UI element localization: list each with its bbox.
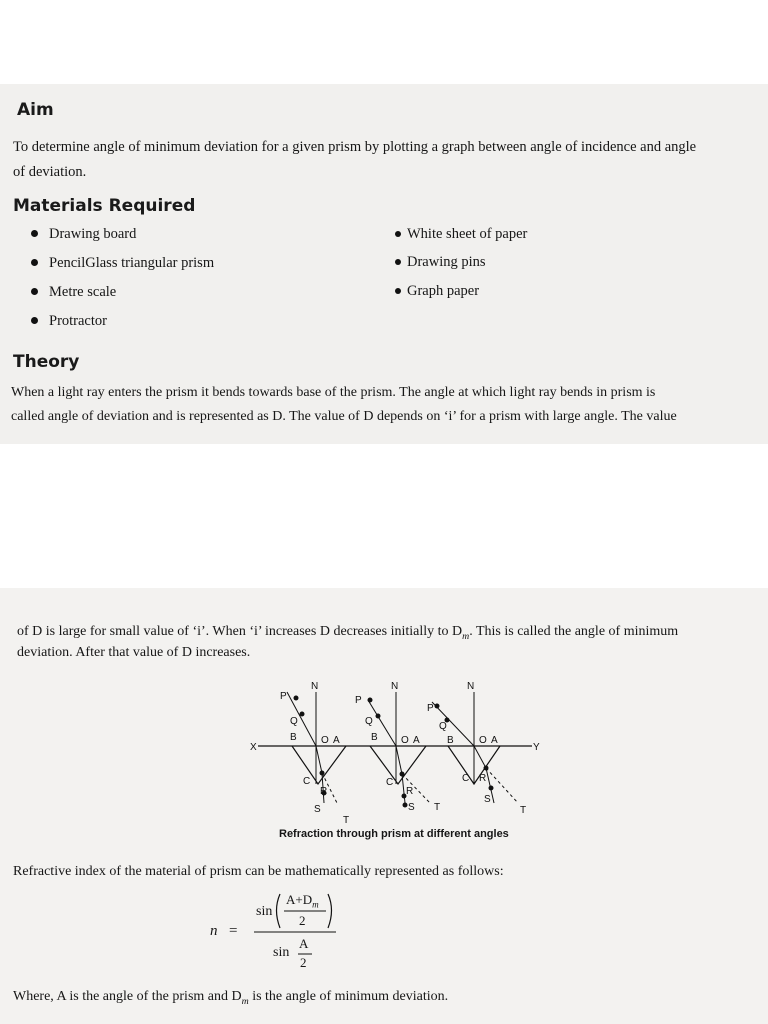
theory-line2: called angle of deviation and is represented as D. The value of D depends on ‘i’ for a prism with large angle. The value	[11, 409, 677, 424]
theory-line1: When a light ray enters the prism it bends towards base of the prism. The angle at which light ray bends in prism is	[11, 385, 656, 400]
continuation-line2: deviation. After that value of D increases.	[17, 645, 251, 660]
svg-text:S: S	[484, 794, 491, 805]
material-item: Protractor	[31, 313, 107, 330]
bullet-icon	[395, 288, 401, 294]
svg-text:R: R	[406, 786, 414, 797]
svg-text:A: A	[333, 735, 340, 746]
bullet-icon	[31, 288, 38, 295]
prism-1	[280, 681, 349, 826]
svg-text:C: C	[303, 776, 311, 787]
refractive-intro: Refractive index of the material of prism can be mathematically represented as follows:	[13, 864, 504, 879]
svg-text:Q: Q	[365, 716, 373, 727]
svg-text:X: X	[250, 742, 257, 753]
material-item: White sheet of paper	[395, 226, 527, 243]
aim-text-line1: To determine angle of minimum deviation for a given prism by plotting a graph between angle of incidence and angle	[13, 139, 697, 155]
material-item: PencilGlass triangular prism	[31, 255, 214, 272]
svg-text:A: A	[491, 735, 498, 746]
svg-text:R: R	[479, 773, 487, 784]
svg-text:C: C	[386, 777, 394, 788]
refractive-where: Where, A is the angle of the prism and $D_m$ is the angle of minimum deviation.	[13, 989, 449, 1007]
svg-text:P: P	[355, 695, 362, 706]
svg-text:S: S	[314, 804, 321, 815]
bullet-icon	[31, 230, 38, 237]
svg-text:P: P	[427, 703, 434, 714]
svg-text:Q: Q	[290, 716, 298, 727]
material-item: Graph paper	[395, 283, 479, 300]
continuation-line1: of D is large for small value of ‘i’. When ‘i’ increases D decreases initially to $D_m$. This is called the angle of minimum	[17, 624, 679, 642]
materials-heading: Materials Required	[13, 196, 196, 216]
svg-text:T: T	[434, 802, 441, 813]
svg-text:O: O	[321, 735, 329, 746]
theory-heading: Theory	[13, 352, 80, 372]
bullet-icon	[395, 259, 401, 265]
aim-text-line2: of deviation.	[13, 164, 87, 180]
svg-text:Y: Y	[533, 742, 540, 753]
svg-text:A: A	[413, 735, 420, 746]
prism-refraction-diagram	[0, 588, 768, 828]
svg-text:N: N	[311, 681, 319, 692]
bullet-icon	[395, 231, 401, 237]
aim-heading: Aim	[17, 100, 54, 120]
page-photo-bottom	[0, 588, 768, 1024]
svg-text:B: B	[290, 732, 297, 743]
svg-text:P: P	[280, 691, 287, 702]
svg-text:R: R	[320, 786, 328, 797]
refractive-index-formula: n = sin $A+D_m$ 2 sin A 2	[200, 888, 360, 978]
prism-3	[427, 681, 526, 816]
page-photo-top	[0, 84, 768, 444]
svg-text:C: C	[462, 773, 470, 784]
svg-text:B: B	[447, 735, 454, 746]
svg-text:B: B	[371, 732, 378, 743]
svg-text:N: N	[391, 681, 399, 692]
svg-text:O: O	[479, 735, 487, 746]
material-item: Drawing board	[31, 226, 136, 243]
diagram-caption: Refraction through prism at different angles	[279, 828, 509, 840]
bullet-icon	[31, 259, 38, 266]
material-item: Metre scale	[31, 284, 116, 301]
material-item: Drawing pins	[395, 254, 486, 271]
bullet-icon	[31, 317, 38, 324]
svg-text:O: O	[401, 735, 409, 746]
formula-brackets	[200, 888, 360, 978]
svg-text:T: T	[520, 805, 527, 816]
svg-text:T: T	[343, 815, 350, 826]
svg-text:N: N	[467, 681, 475, 692]
svg-text:Q: Q	[439, 721, 447, 732]
svg-text:S: S	[408, 802, 415, 813]
prism-2	[355, 681, 440, 813]
